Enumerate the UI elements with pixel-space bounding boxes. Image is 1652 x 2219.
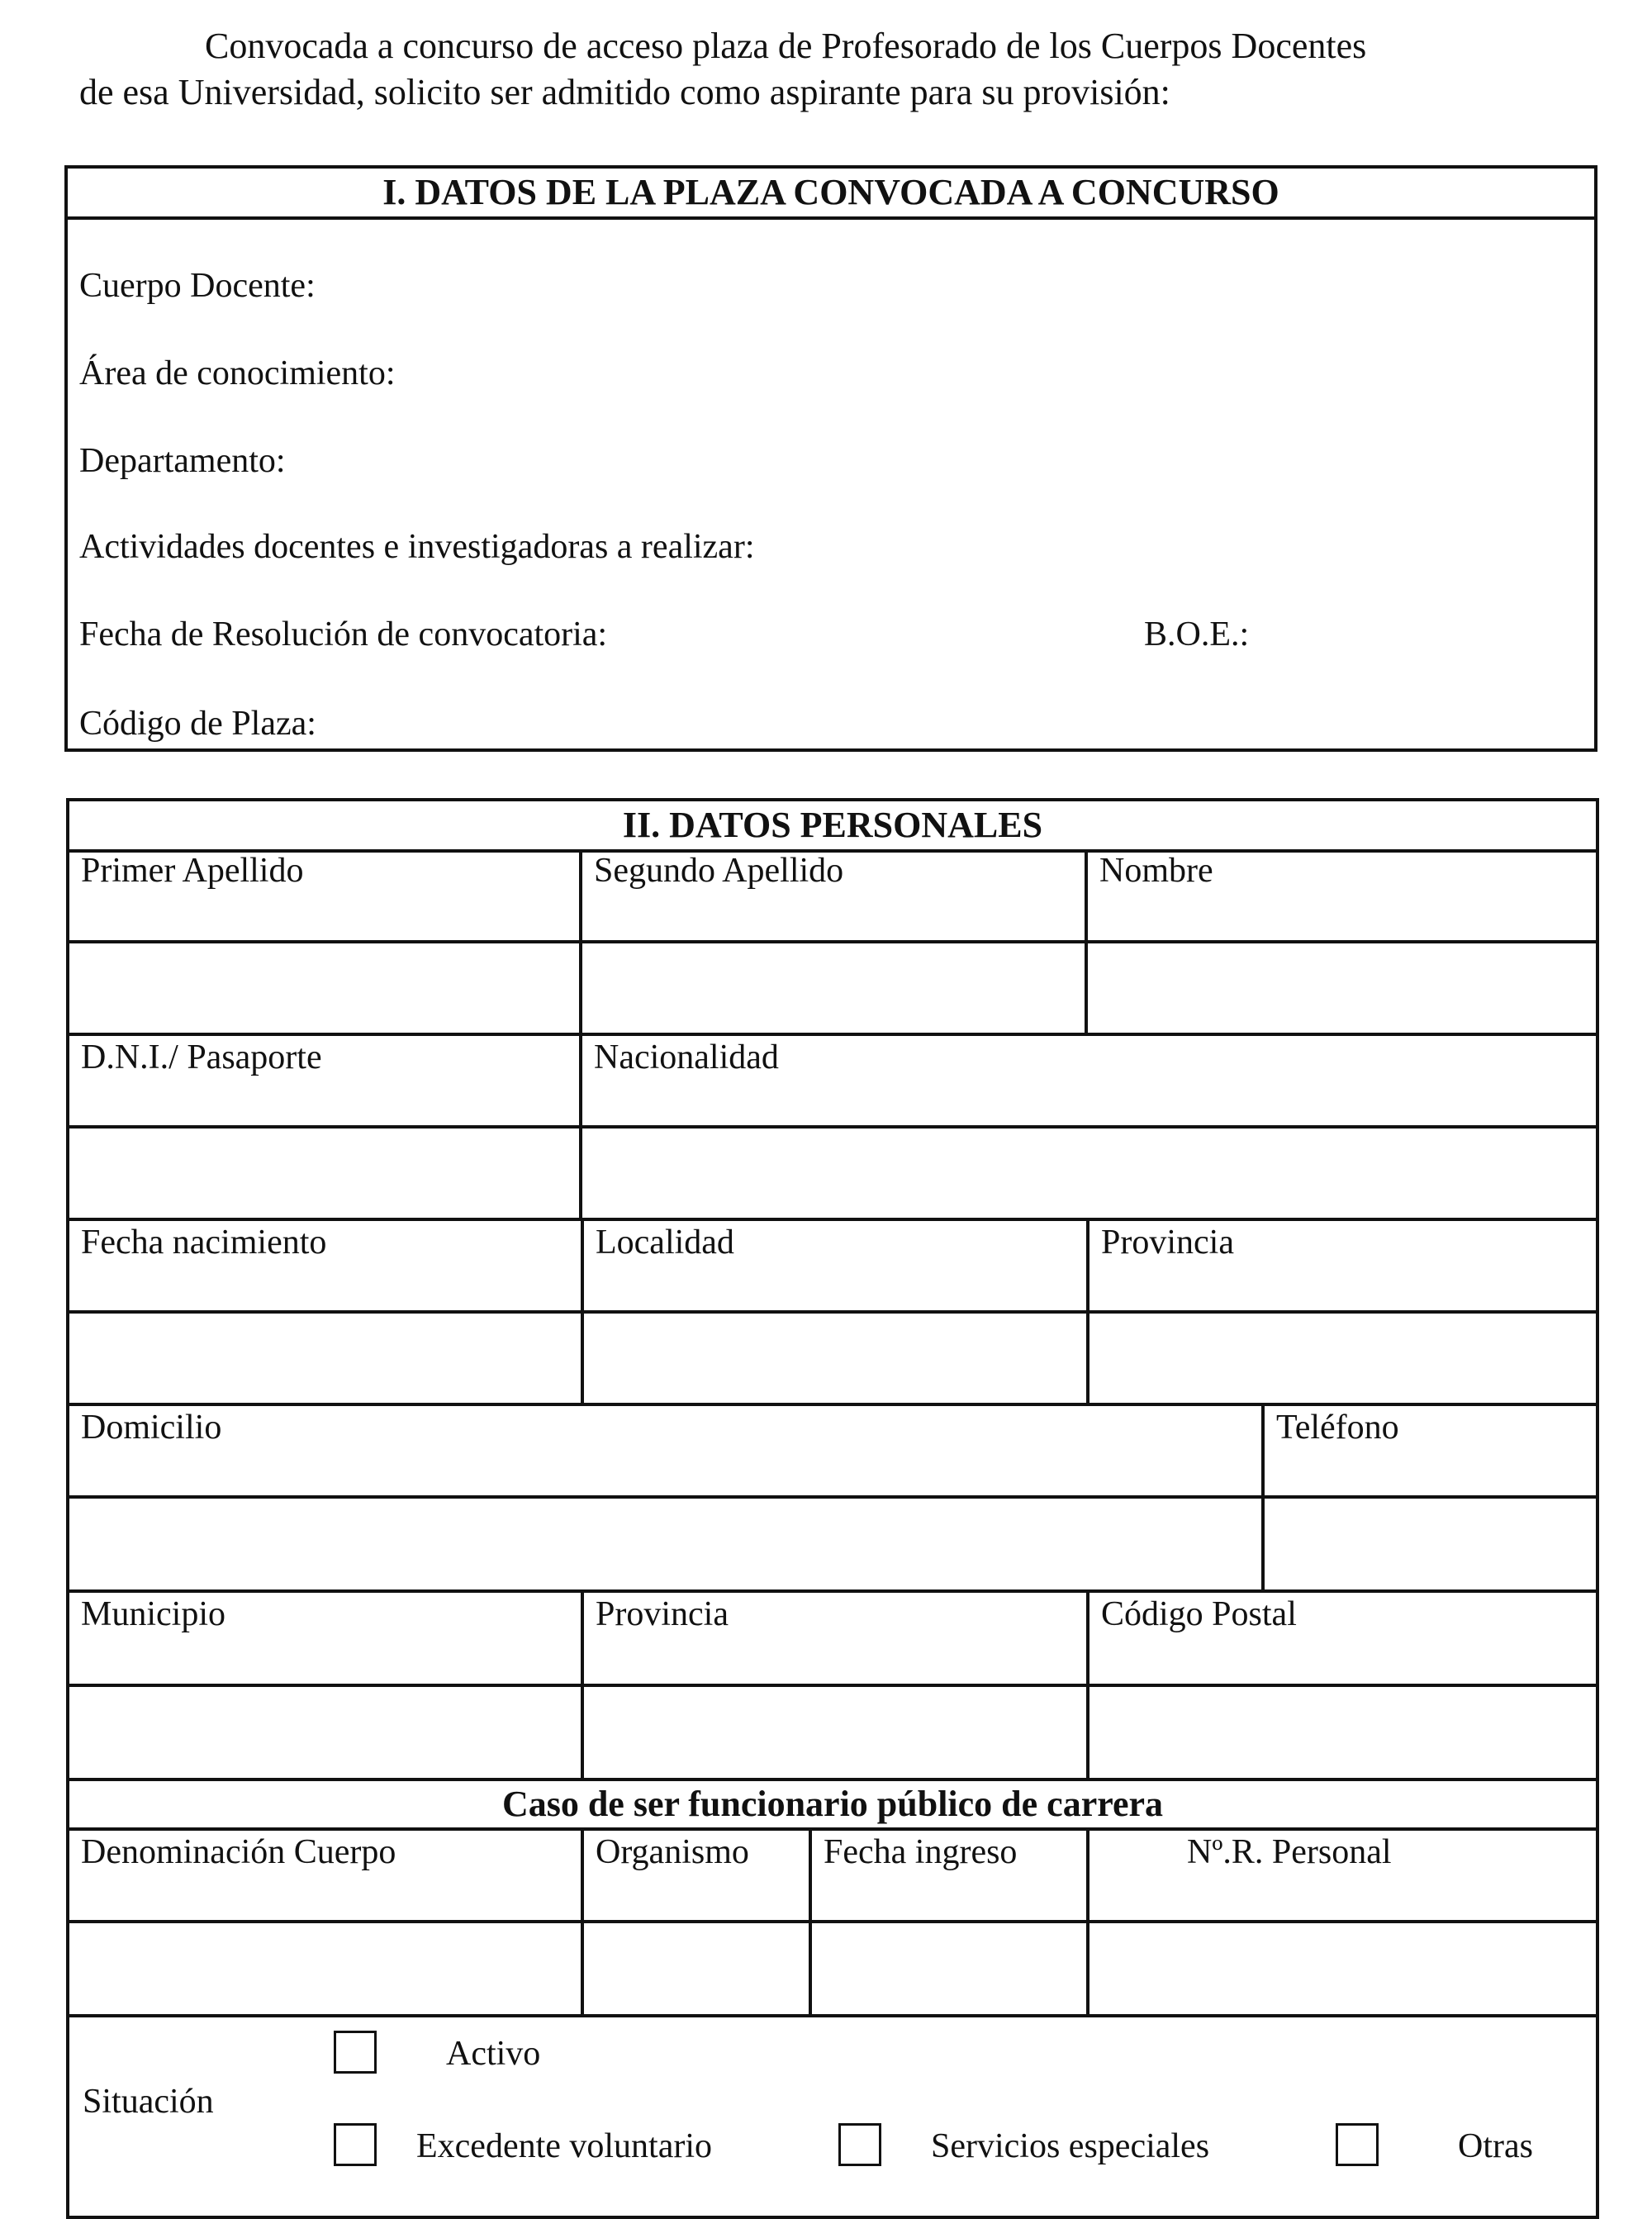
fecha-ingreso-input[interactable] [809, 1923, 1086, 2014]
row-address-inputs [69, 1499, 1596, 1593]
servicios-especiales-label: Servicios especiales [931, 2127, 1210, 2165]
label-dni: D.N.I./ Pasaporte [81, 1038, 322, 1076]
label-nacionalidad: Nacionalidad [594, 1038, 779, 1076]
dni-input[interactable] [69, 1129, 579, 1218]
row-funcionario-inputs [69, 1923, 1596, 2017]
label-fecha-ingreso: Fecha ingreso [824, 1833, 1018, 1871]
intro-text [79, 23, 1591, 116]
row-dni-inputs [69, 1129, 1596, 1221]
provincia-input[interactable] [1086, 1314, 1596, 1403]
fecha-resolucion-field[interactable]: Fecha de Resolución de convocatoria: [79, 615, 608, 653]
municipio-input[interactable] [69, 1687, 581, 1778]
cuerpo-docente-field[interactable]: Cuerpo Docente: [79, 267, 316, 305]
funcionario-title: Caso de ser funcionario público de carrera [69, 1781, 1596, 1831]
label-fecha-nacimiento: Fecha nacimiento [81, 1224, 327, 1262]
activo-checkbox[interactable] [334, 2031, 377, 2074]
nrp-input[interactable] [1086, 1923, 1596, 2014]
row-names-inputs [69, 943, 1596, 1036]
row-funcionario-labels [69, 1831, 1596, 1923]
codigo-plaza-field[interactable]: Código de Plaza: [79, 705, 316, 743]
section-plaza-title: I. DATOS DE LA PLAZA CONVOCADA A CONCURSO [68, 169, 1594, 220]
departamento-field[interactable]: Departamento: [79, 442, 286, 480]
primer-apellido-input[interactable] [69, 943, 579, 1033]
row-names-labels [69, 849, 1596, 943]
domicilio-input[interactable] [69, 1499, 1261, 1589]
label-segundo-apellido: Segundo Apellido [594, 852, 844, 890]
boe-field[interactable]: B.O.E.: [1144, 615, 1250, 653]
label-provincia-2: Provincia [596, 1595, 729, 1633]
label-nrp: Nº.R. Personal [1187, 1833, 1392, 1871]
organismo-input[interactable] [581, 1923, 809, 2014]
row-address-labels [69, 1406, 1596, 1499]
codigo-postal-input[interactable] [1086, 1687, 1596, 1778]
section-plaza [64, 165, 1597, 752]
label-provincia: Provincia [1101, 1224, 1234, 1262]
telefono-input[interactable] [1261, 1499, 1596, 1589]
section-personal-title: II. DATOS PERSONALES [69, 801, 1596, 853]
provincia-2-input[interactable] [581, 1687, 1086, 1778]
activo-label: Activo [446, 2035, 541, 2073]
segundo-apellido-input[interactable] [579, 943, 1085, 1033]
label-nombre: Nombre [1099, 852, 1213, 890]
servicios-especiales-checkbox[interactable] [838, 2123, 881, 2166]
label-denominacion-cuerpo: Denominación Cuerpo [81, 1833, 396, 1871]
row-dni-labels [69, 1036, 1596, 1129]
excedente-label: Excedente voluntario [416, 2127, 713, 2165]
row-birth-labels [69, 1221, 1596, 1314]
label-codigo-postal: Código Postal [1101, 1595, 1297, 1633]
label-situacion: Situación [83, 2083, 214, 2121]
row-municipio-inputs [69, 1687, 1596, 1781]
nombre-input[interactable] [1085, 943, 1596, 1033]
actividades-field[interactable]: Actividades docentes e investigadoras a realizar: [79, 528, 755, 566]
label-primer-apellido: Primer Apellido [81, 852, 304, 890]
fecha-nacimiento-input[interactable] [69, 1314, 581, 1403]
label-localidad: Localidad [596, 1224, 734, 1262]
localidad-input[interactable] [581, 1314, 1086, 1403]
otras-label: Otras [1458, 2127, 1533, 2165]
excedente-checkbox[interactable] [334, 2123, 377, 2166]
section-datos-personales [66, 798, 1599, 2219]
label-organismo: Organismo [596, 1833, 749, 1871]
nacionalidad-input[interactable] [579, 1129, 1596, 1218]
row-municipio-labels [69, 1593, 1596, 1687]
row-birth-inputs [69, 1314, 1596, 1406]
intro-line-2: de esa Universidad, solicito ser admitido como aspirante para su provisión: [79, 72, 1170, 112]
area-conocimiento-field[interactable]: Área de conocimiento: [79, 354, 396, 392]
label-domicilio: Domicilio [81, 1409, 222, 1447]
label-telefono: Teléfono [1276, 1409, 1399, 1447]
label-municipio: Municipio [81, 1595, 225, 1633]
otras-checkbox[interactable] [1336, 2123, 1379, 2166]
denominacion-cuerpo-input[interactable] [69, 1923, 581, 2014]
intro-line-1: Convocada a concurso de acceso plaza de Profesorado de los Cuerpos Docentes [205, 26, 1367, 66]
